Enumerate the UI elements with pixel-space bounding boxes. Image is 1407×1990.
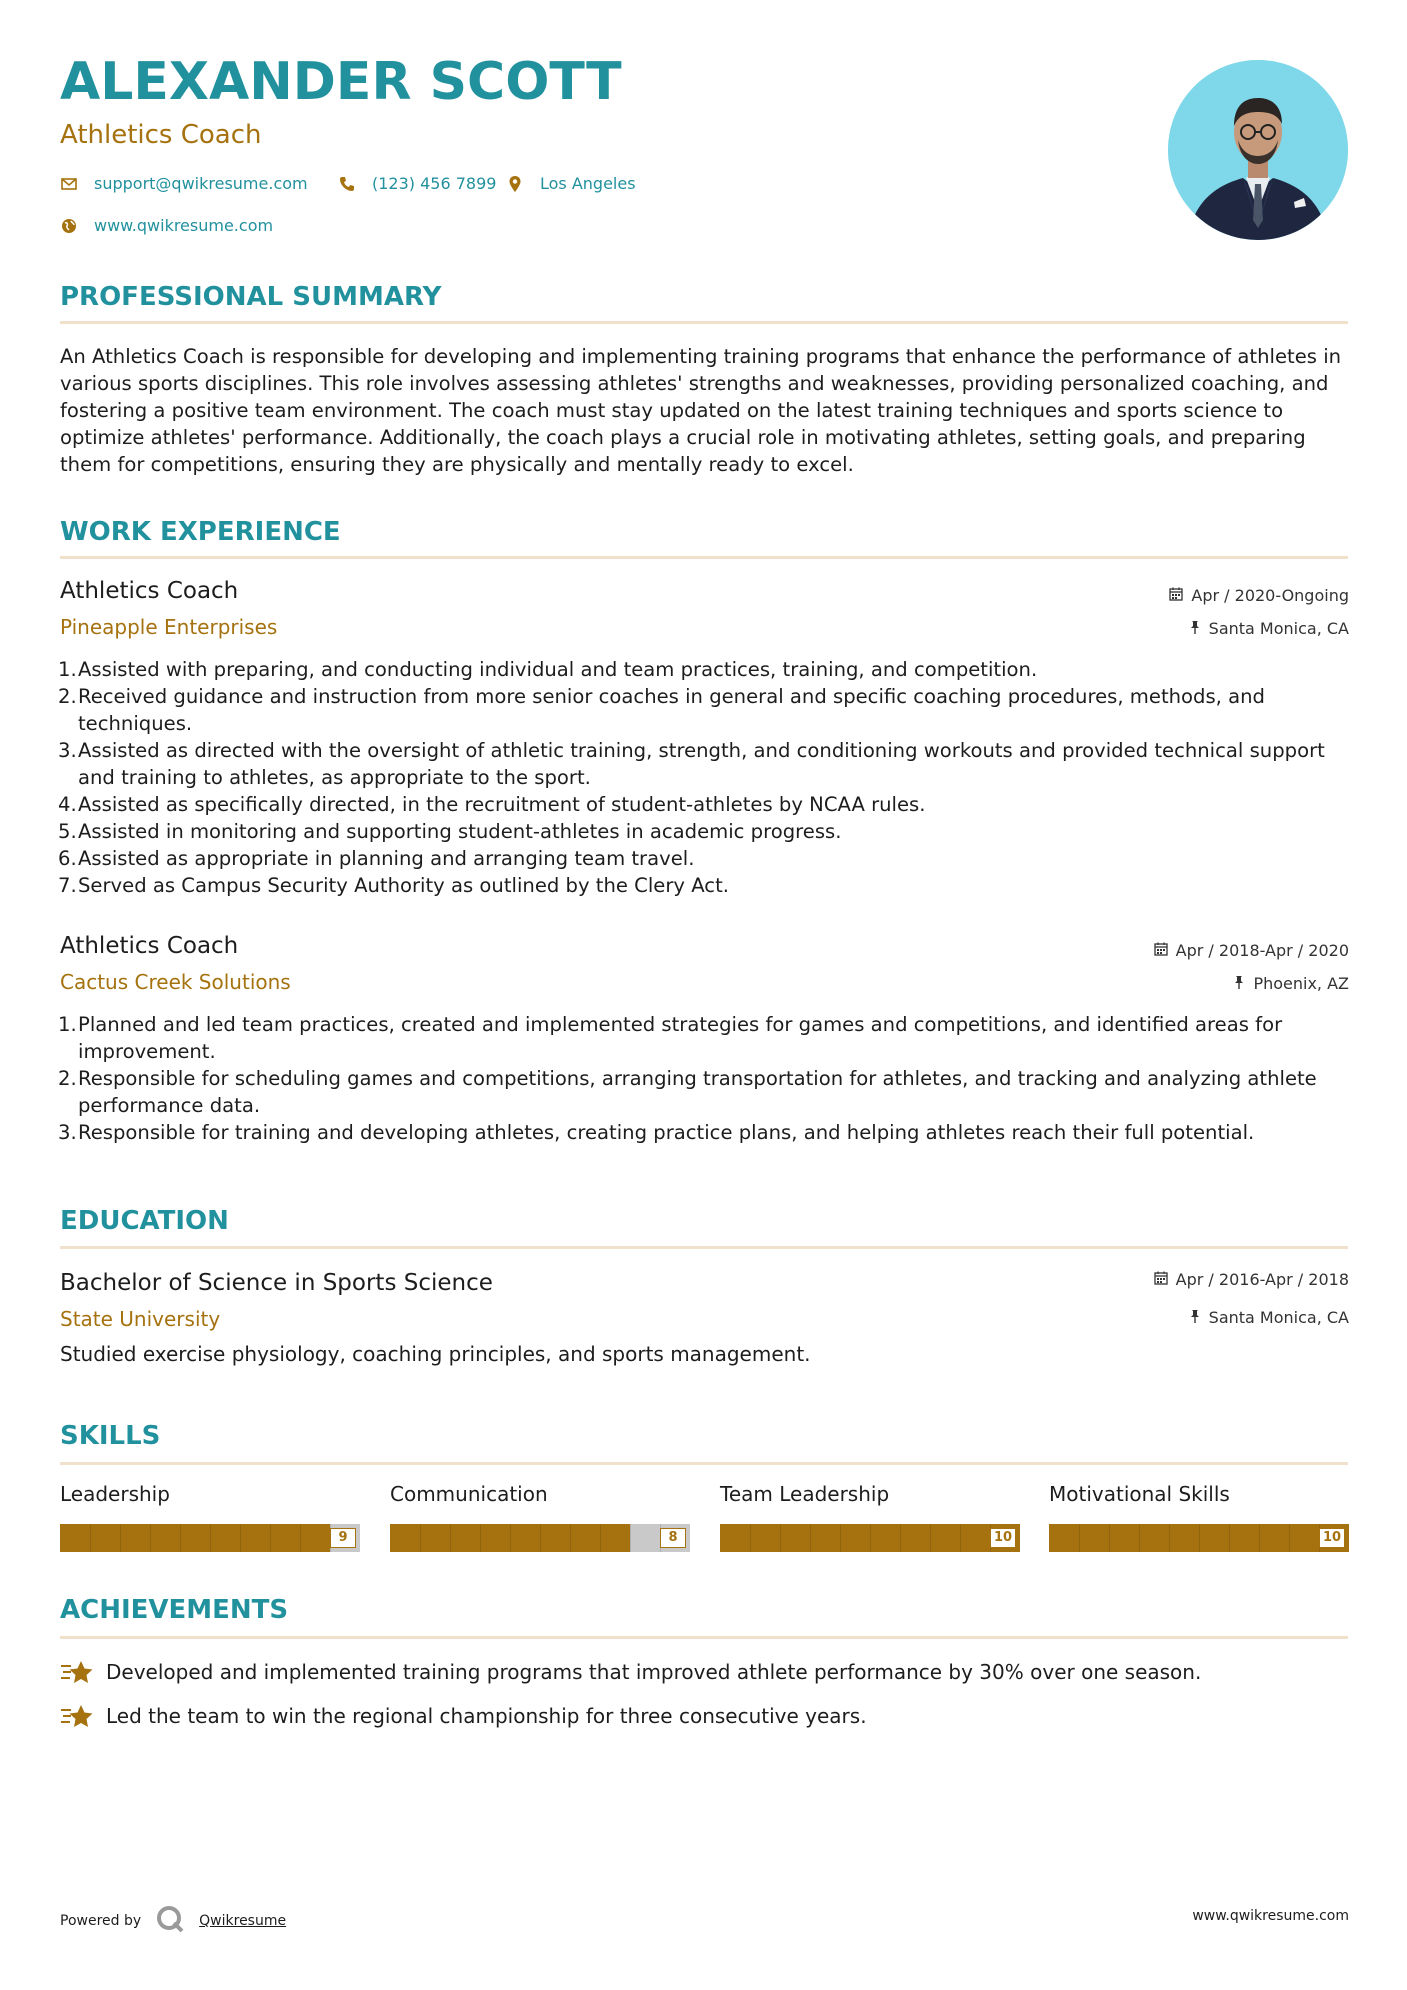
footer-powered-by [60,1904,286,1938]
summary-text: An Athletics Coach is responsible for developing and implementing training programs that enhance the performance of athletes in various sports disciplines. This role involves assessing athletes' strengths and weaknesses, providing personalized coaching, and fostering a positive team environment. The coach must stay updated on the latest training techniques and sports science to optimize athletes' performance. Additionally, the coach plays a crucial role in motivating athletes, setting goals, and preparing them for competitions, ensuring they are physically and mentally ready to excel. [60,345,1342,476]
job-1-dates [1169,586,1349,605]
job-2-bullets [60,1011,1350,1146]
job-2-company: Cactus Creek Solutions [60,970,291,994]
qwikresume-logo-icon [155,1904,185,1938]
skill-bar-segment [600,1524,601,1552]
envelope-icon [60,175,78,193]
achievement-item [60,1658,1201,1686]
education-heading: EDUCATION [60,1206,229,1236]
skill-bar-segment [420,1524,421,1552]
pushpin-icon [1189,1308,1201,1327]
education-dates [1154,1270,1349,1289]
skill-score: 8 [660,1528,686,1548]
skill-bar-segment [870,1524,871,1552]
job-2-location-text: Phoenix, AZ [1253,974,1349,993]
skill-bar-segment [180,1524,181,1552]
skill-bar-segment [90,1524,91,1552]
skill-communication [390,1482,690,1552]
calendar-icon [1169,586,1183,605]
skill-score: 10 [990,1528,1016,1548]
job-1-title: Athletics Coach [60,578,239,604]
skill-bar-fill [60,1524,330,1552]
shooting-star-icon [60,1702,94,1730]
achievement-text: Developed and implemented training programs that improved athlete performance by 30% over one season. [106,1660,1202,1684]
profile-photo [1168,60,1348,240]
degree-title: Bachelor of Science in Sports Science [60,1270,493,1296]
contact-phone[interactable] [338,174,496,193]
education-location [1189,1308,1349,1327]
skill-bar [1049,1524,1349,1552]
school-name: State University [60,1307,221,1331]
calendar-icon [1154,1270,1168,1289]
skill-bar-segment [810,1524,811,1552]
skill-bar-segment [1229,1524,1230,1552]
achievement-item [60,1702,867,1730]
skill-bar-segment [1079,1524,1080,1552]
skill-bar-segment [480,1524,481,1552]
education-description: Studied exercise physiology, coaching principles, and sports management. [60,1342,811,1366]
skill-label: Motivational Skills [1049,1482,1230,1506]
skill-bar-segment [930,1524,931,1552]
job-1-company: Pineapple Enterprises [60,615,278,639]
skill-bar-segment [270,1524,271,1552]
website-text[interactable]: www.qwikresume.com [94,216,274,235]
experience-heading: WORK EXPERIENCE [60,517,341,547]
skill-bar-segment [510,1524,511,1552]
calendar-icon [1154,941,1168,960]
contact-email[interactable] [60,174,308,193]
skill-bar-segment [900,1524,901,1552]
list-item: 7. Served as Campus Security Authority as outlined by the Clery Act. [58,874,729,897]
skill-motivational [1049,1482,1349,1552]
skill-bar-segment [1139,1524,1140,1552]
skill-bar-segment [840,1524,841,1552]
contact-website[interactable] [60,216,273,235]
skill-bar-segment [240,1524,241,1552]
skill-bar-segment [210,1524,211,1552]
skills-divider [60,1462,1348,1465]
map-pin-icon [506,175,524,193]
qwikresume-link[interactable]: Qwikresume [199,1913,287,1929]
list-item: 2. Responsible for scheduling games and competitions, arranging transportation for athletes, and tracking and analyzing athlete performance data. [58,1067,1317,1117]
powered-by-label: Powered by [60,1913,142,1929]
list-item: 4. Assisted as specifically directed, in the recruitment of student-athletes by NCAA rules. [58,793,926,816]
skill-bar-segment [1289,1524,1290,1552]
shooting-star-icon [60,1658,94,1686]
skill-bar-segment [120,1524,121,1552]
list-item: 2. Received guidance and instruction from more senior coaches in general and specific coaching procedures, methods, and techniques. [58,685,1265,735]
skills-heading: SKILLS [60,1421,161,1451]
skill-bar-segment [150,1524,151,1552]
skill-score: 9 [330,1528,356,1548]
globe-icon [60,217,78,235]
education-divider [60,1246,1348,1249]
skill-team-leadership [720,1482,1020,1552]
skill-bar-segment [570,1524,571,1552]
skill-label: Team Leadership [720,1482,890,1506]
job-2-dates-text: Apr / 2018-Apr / 2020 [1175,941,1349,960]
achievement-text: Led the team to win the regional championship for three consecutive years. [106,1704,867,1728]
skill-bar [390,1524,690,1552]
list-item: 1. Assisted with preparing, and conducting individual and team practices, training, and competition. [58,658,1038,681]
experience-divider [60,556,1348,559]
skill-bar-segment [960,1524,961,1552]
footer-website[interactable]: www.qwikresume.com [1192,1908,1349,1924]
list-item: 3. Responsible for training and developing athletes, creating practice plans, and helping athletes reach their full potential. [58,1121,1255,1144]
list-item: 3. Assisted as directed with the oversight of athletic training, strength, and conditioning workouts and provided technical support and training to athletes, as appropriate to the sport. [58,739,1325,789]
skill-bar-segment [1169,1524,1170,1552]
list-item: 6. Assisted as appropriate in planning and arranging team travel. [58,847,695,870]
education-location-text: Santa Monica, CA [1208,1308,1349,1327]
skill-bar-segment [780,1524,781,1552]
skill-bar-segment [750,1524,751,1552]
skill-bar-segment [450,1524,451,1552]
pushpin-icon [1233,974,1245,993]
education-dates-text: Apr / 2016-Apr / 2018 [1175,1270,1349,1289]
skill-label: Communication [390,1482,548,1506]
summary-divider [60,321,1348,324]
candidate-name: ALEXANDER SCOTT [60,52,622,112]
list-item: 1. Planned and led team practices, created and implemented strategies for games and competitions, and identified areas for improvement. [58,1013,1283,1063]
skill-bar-segment [630,1524,631,1552]
job-1-location [1189,619,1349,638]
email-text[interactable]: support@qwikresume.com [94,174,308,193]
skill-bar-segment [300,1524,301,1552]
job-2-location [1233,974,1349,993]
phone-icon [338,175,356,193]
contact-location [506,174,636,193]
job-1-location-text: Santa Monica, CA [1208,619,1349,638]
achievements-divider [60,1636,1348,1639]
skill-bar-segment [1199,1524,1200,1552]
skill-bar [720,1524,1020,1552]
job-1-dates-text: Apr / 2020-Ongoing [1191,586,1349,605]
skill-bar-segment [540,1524,541,1552]
list-item: 5. Assisted in monitoring and supporting student-athletes in academic progress. [58,820,842,843]
job-2-dates [1154,941,1349,960]
skill-leadership [60,1482,360,1552]
pushpin-icon [1189,619,1201,638]
skill-bar-segment [1109,1524,1110,1552]
job-2-title: Athletics Coach [60,933,239,959]
phone-text[interactable]: (123) 456 7899 [372,174,497,193]
achievements-heading: ACHIEVEMENTS [60,1595,289,1625]
skill-label: Leadership [60,1482,170,1506]
skill-bar-segment [1259,1524,1260,1552]
location-text: Los Angeles [540,174,636,193]
job-1-bullets [60,656,1350,899]
skill-score: 10 [1319,1528,1345,1548]
candidate-role: Athletics Coach [60,120,262,150]
skill-bar [60,1524,360,1552]
summary-heading: PROFESSIONAL SUMMARY [60,282,442,312]
